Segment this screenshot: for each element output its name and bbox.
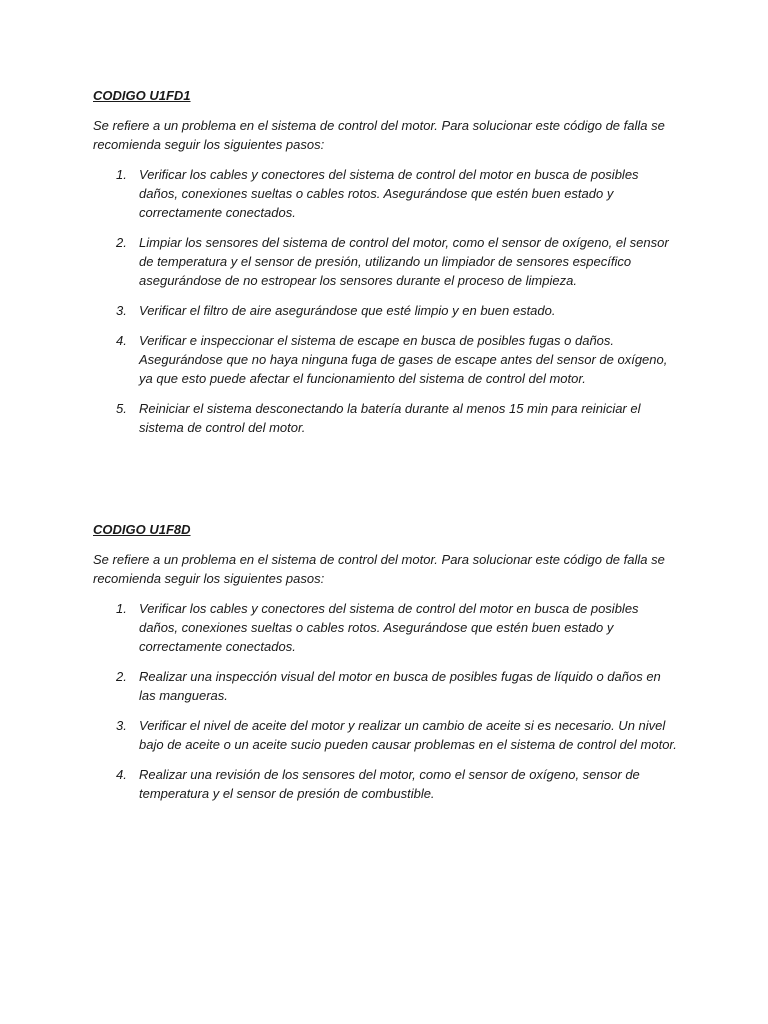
step-text: Verificar e inspeccionar el sistema de escape en busca de posibles fugas o daños. Asegurándose que no haya ninguna fuga de gases de escape antes del sensor de oxígeno, ya que esto puede afectar el funcionamiento del sistema de control del motor. (139, 333, 668, 386)
section-heading: CODIGO U1FD1 (93, 88, 191, 103)
step-number: 2. (116, 235, 127, 250)
step-text: Limpiar los sensores del sistema de control del motor, como el sensor de oxígeno, el sensor de temperatura y el sensor de presión, utilizando un limpiador de sensores específico asegurándose de no estropear los sensores durante el proceso de limpieza. (139, 235, 669, 288)
steps-list (93, 165, 678, 437)
step-text: Reiniciar el sistema desconectando la batería durante al menos 15 min para reiniciar el sistema de control del motor. (139, 401, 641, 435)
step-number: 4. (116, 333, 127, 348)
list-item (93, 233, 678, 290)
step-number: 3. (116, 303, 127, 318)
section-u1fd1 (93, 86, 678, 437)
section-intro: Se refiere a un problema en el sistema de control del motor. Para solucionar este código de falla se recomienda seguir los siguientes pasos: (93, 552, 665, 586)
step-number: 2. (116, 669, 127, 684)
list-item (93, 301, 678, 320)
step-number: 3. (116, 718, 127, 733)
section-u1f8d (93, 520, 678, 814)
step-number: 1. (116, 601, 127, 616)
section-intro: Se refiere a un problema en el sistema de control del motor. Para solucionar este código de falla se recomienda seguir los siguientes pasos: (93, 118, 665, 152)
list-item (93, 667, 678, 705)
list-item (93, 599, 678, 656)
step-number: 4. (116, 767, 127, 782)
step-text: Realizar una inspección visual del motor en busca de posibles fugas de líquido o daños en las mangueras. (139, 669, 661, 703)
list-item (93, 399, 678, 437)
step-text: Realizar una revisión de los sensores del motor, como el sensor de oxígeno, sensor de temperatura y el sensor de presión de combustible. (139, 767, 640, 801)
list-item (93, 716, 678, 754)
section-heading: CODIGO U1F8D (93, 522, 191, 537)
step-number: 1. (116, 167, 127, 182)
list-item (93, 331, 678, 388)
steps-list (93, 599, 678, 803)
step-text: Verificar los cables y conectores del sistema de control del motor en busca de posibles daños, conexiones sueltas o cables rotos. Asegurándose que estén buen estado y correctamente conectados. (139, 601, 639, 654)
step-number: 5. (116, 401, 127, 416)
step-text: Verificar el filtro de aire asegurándose que esté limpio y en buen estado. (139, 303, 556, 318)
step-text: Verificar los cables y conectores del sistema de control del motor en busca de posibles daños, conexiones sueltas o cables rotos. Asegurándose que estén buen estado y correctamente conectados. (139, 167, 639, 220)
document-page (93, 86, 678, 801)
list-item (93, 165, 678, 222)
step-text: Verificar el nivel de aceite del motor y realizar un cambio de aceite si es necesario. Un nivel bajo de aceite o un aceite sucio pueden causar problemas en el sistema de control del motor. (139, 718, 677, 752)
list-item (93, 765, 678, 803)
